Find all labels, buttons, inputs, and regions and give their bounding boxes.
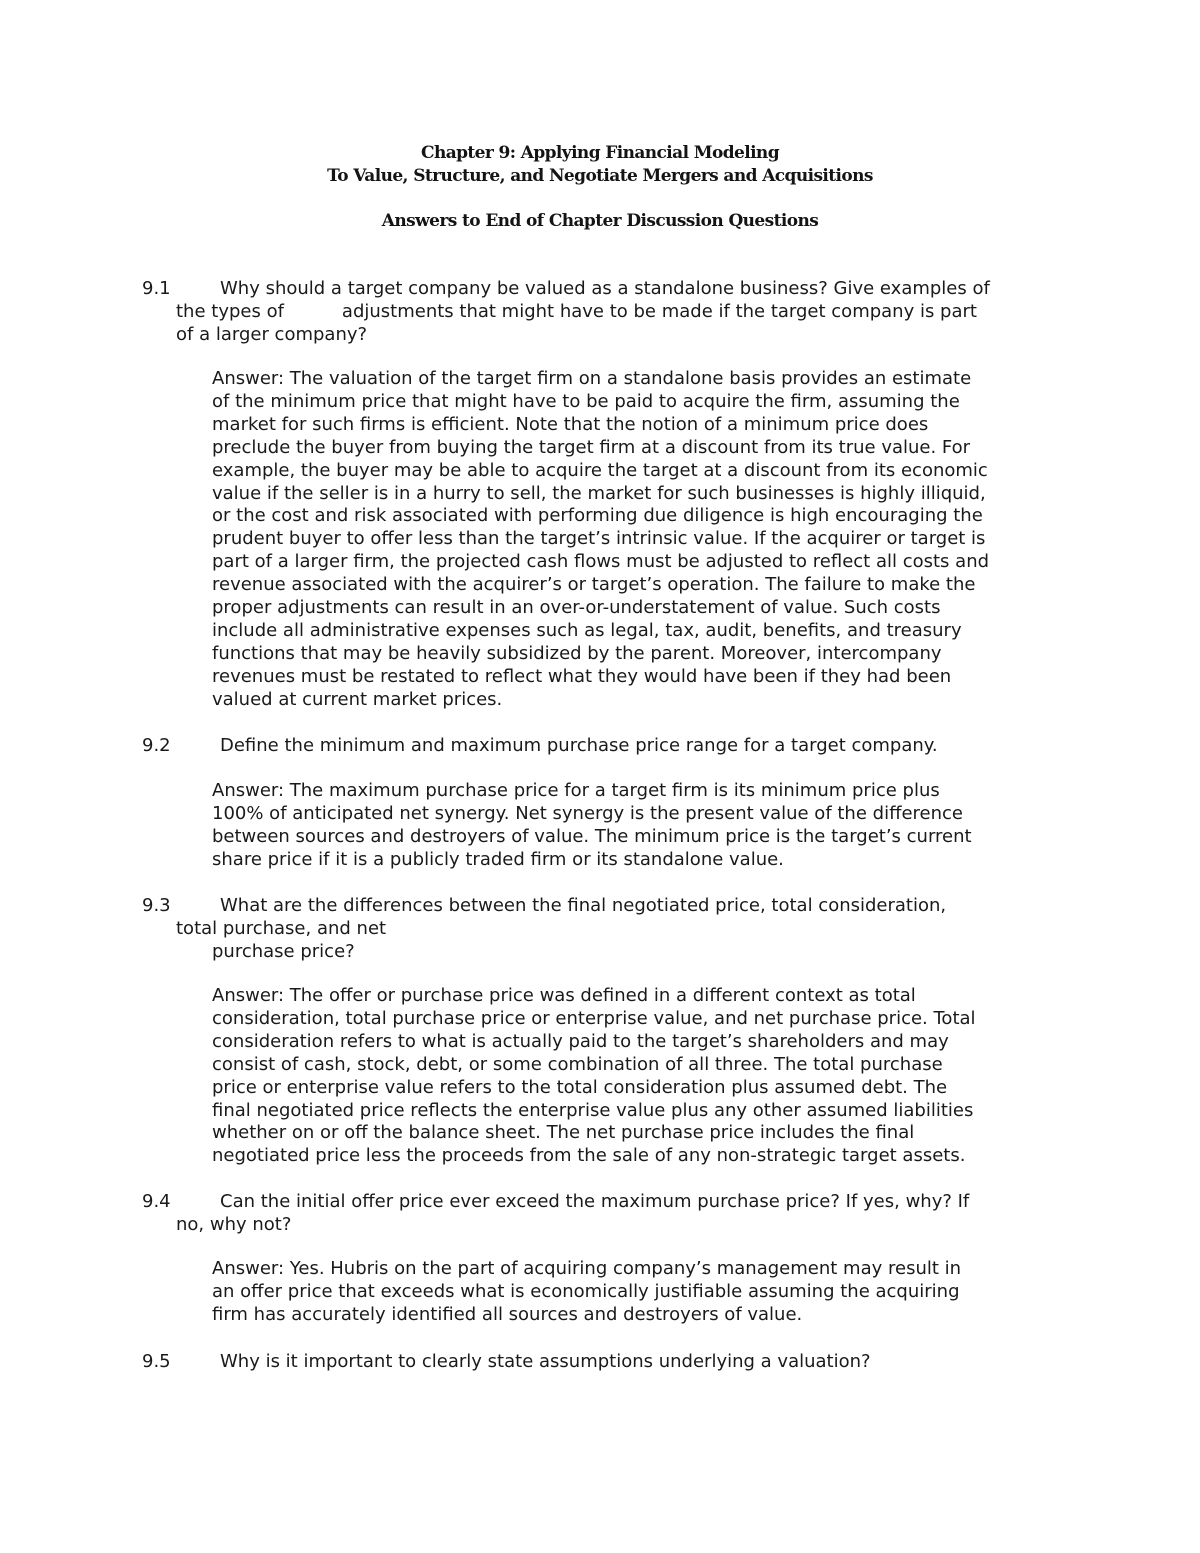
- answer-line: consideration, total purchase price or enterprise value, and net purchase price. Total: [212, 1007, 976, 1029]
- answer-line: Answer: Yes. Hubris on the part of acquiring company’s management may result in: [212, 1258, 962, 1279]
- question-text: no, why not?: [176, 1214, 292, 1235]
- answer-line: revenue associated with the acquirer’s or target’s operation. The failure to make the: [212, 574, 976, 596]
- question-9-5: [142, 1350, 1072, 1373]
- question-text: adjustments that might have to be made if the target company is part: [341, 301, 977, 322]
- answer-9-4: [212, 1258, 1072, 1327]
- answer-line: valued at current market prices.: [212, 688, 503, 710]
- answer-line: between sources and destroyers of value. The minimum price is the target’s current: [212, 825, 972, 847]
- answer-line: consist of cash, stock, debt, or some combination of all three. The total purchase: [212, 1053, 943, 1075]
- question-number: 9.4: [142, 1191, 171, 1212]
- section-heading: Answers to End of Chapter Discussion Questions: [381, 211, 819, 231]
- question-text: total purchase, and net: [176, 918, 387, 939]
- answer-line: part of a larger firm, the projected cash flows must be adjusted to reflect all costs and: [212, 551, 990, 573]
- question-9-1: [142, 277, 1072, 346]
- chapter-title: Chapter 9: Applying Financial Modeling: [421, 143, 779, 163]
- answer-line: share price if it is a publicly traded firm or its standalone value.: [212, 848, 784, 870]
- answer-line: preclude the buyer from buying the target firm at a discount from its true value. For: [212, 436, 971, 458]
- question-9-4: [142, 1190, 1072, 1236]
- question-text: the types of: [176, 301, 284, 322]
- question-text: purchase price?: [212, 941, 355, 962]
- answer-line: negotiated price less the proceeds from the sale of any non-strategic target assets.: [212, 1145, 966, 1167]
- answer-9-1: [212, 368, 1072, 712]
- answer-line: prudent buyer to offer less than the target’s intrinsic value. If the acquirer or target is: [212, 528, 986, 550]
- answer-line: value if the seller is in a hurry to sell, the market for such businesses is highly illiquid,: [212, 482, 986, 504]
- answer-line: include all administrative expenses such as legal, tax, audit, benefits, and treasury: [212, 619, 962, 641]
- question-9-3: [142, 894, 1072, 963]
- question-number: 9.3: [142, 895, 171, 916]
- question-text: Why should a target company be valued as a standalone business? Give examples of: [220, 278, 990, 299]
- answer-line: 100% of anticipated net synergy. Net synergy is the present value of the difference: [212, 802, 963, 824]
- question-text: Define the minimum and maximum purchase price range for a target company.: [220, 735, 938, 756]
- answer-line: final negotiated price reflects the enterprise value plus any other assumed liabilities: [212, 1099, 974, 1121]
- question-number: 9.1: [142, 278, 171, 299]
- question-number: 9.2: [142, 735, 171, 756]
- answer-line: an offer price that exceeds what is economically justifiable assuming the acquiring: [212, 1280, 960, 1302]
- answer-line: consideration refers to what is actually paid to the target’s shareholders and may: [212, 1030, 949, 1052]
- answer-line: whether on or off the balance sheet. The net purchase price includes the final: [212, 1122, 915, 1144]
- answer-line: market for such firms is efficient. Note that the notion of a minimum price does: [212, 413, 929, 435]
- answer-line: Answer: The offer or purchase price was defined in a different context as total: [212, 985, 916, 1006]
- answer-line: proper adjustments can result in an over-or-understatement of value. Such costs: [212, 597, 941, 619]
- question-text: of a larger company?: [176, 324, 368, 345]
- question-text: What are the differences between the final negotiated price, total consideration,: [220, 895, 947, 916]
- answer-line: firm has accurately identified all sources and destroyers of value.: [212, 1303, 803, 1325]
- answer-line: Answer: The valuation of the target firm on a standalone basis provides an estimate: [212, 368, 972, 389]
- answer-line: or the cost and risk associated with performing due diligence is high encouraging the: [212, 505, 983, 527]
- question-text: Why is it important to clearly state assumptions underlying a valuation?: [220, 1351, 871, 1372]
- question-9-2: [142, 734, 1072, 757]
- answer-line: example, the buyer may be able to acquire the target at a discount from its economic: [212, 459, 988, 481]
- answer-9-2: [212, 780, 1072, 872]
- answer-line: functions that may be heavily subsidized by the parent. Moreover, intercompany: [212, 642, 942, 664]
- question-text: Can the initial offer price ever exceed the maximum purchase price? If yes, why? If: [220, 1191, 970, 1212]
- answer-line: revenues must be restated to reflect what they would have been if they had been: [212, 665, 952, 687]
- answer-9-3: [212, 985, 1072, 1168]
- answer-line: Answer: The maximum purchase price for a target firm is its minimum price plus: [212, 780, 940, 801]
- answer-line: of the minimum price that might have to be paid to acquire the firm, assuming the: [212, 390, 960, 412]
- chapter-subtitle: To Value, Structure, and Negotiate Mergers and Acquisitions: [327, 166, 873, 186]
- answer-line: price or enterprise value refers to the total consideration plus assumed debt. The: [212, 1076, 948, 1098]
- question-number: 9.5: [142, 1351, 171, 1372]
